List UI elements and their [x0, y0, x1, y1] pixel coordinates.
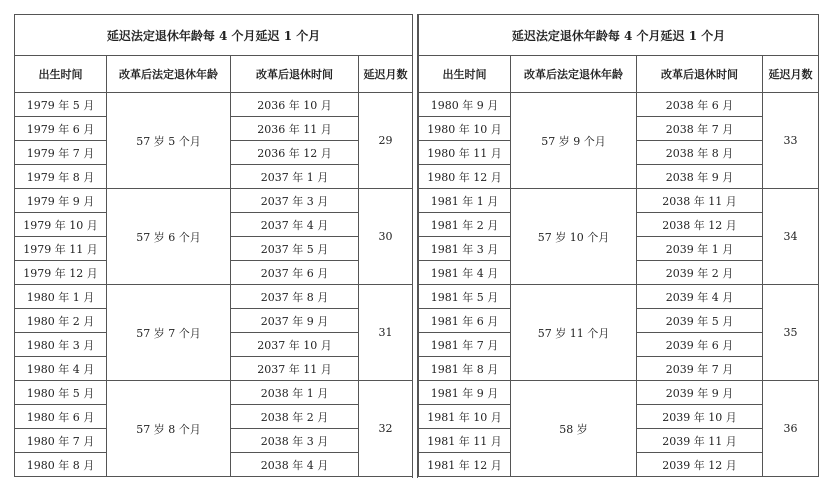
birth-cell: 1980 年 12 月: [419, 165, 511, 189]
header-retirement-time: 改革后退休时间: [231, 56, 359, 93]
retire-time-cell: 2038 年 8 月: [637, 141, 763, 165]
delay-months-cell: 30: [359, 189, 413, 285]
retirement-tables: [14, 14, 818, 478]
delay-months-cell: 33: [763, 93, 819, 189]
header-retirement-age: 改革后法定退休年龄: [107, 56, 231, 93]
table-title: 延迟法定退休年龄每 4 个月延迟 1 个月: [15, 15, 413, 56]
retire-time-cell: 2037 年 5 月: [231, 237, 359, 261]
birth-cell: 1980 年 3 月: [15, 333, 107, 357]
birth-cell: 1979 年 11 月: [15, 237, 107, 261]
retire-time-cell: 2039 年 5 月: [637, 309, 763, 333]
delay-months-cell: 36: [763, 381, 819, 477]
retire-time-cell: 2039 年 6 月: [637, 333, 763, 357]
birth-cell: 1979 年 10 月: [15, 213, 107, 237]
retirement-age-cell: 57 岁 6 个月: [107, 189, 231, 285]
table-row: [15, 93, 413, 117]
birth-cell: 1979 年 7 月: [15, 141, 107, 165]
birth-cell: 1980 年 4 月: [15, 357, 107, 381]
retire-time-cell: 2039 年 12 月: [637, 453, 763, 477]
delay-months-cell: 35: [763, 285, 819, 381]
birth-cell: 1981 年 2 月: [419, 213, 511, 237]
birth-cell: 1979 年 8 月: [15, 165, 107, 189]
birth-cell: 1981 年 7 月: [419, 333, 511, 357]
retire-time-cell: 2039 年 10 月: [637, 405, 763, 429]
table-row: [15, 381, 413, 405]
delay-months-cell: 31: [359, 285, 413, 381]
header-retirement-age: 改革后法定退休年龄: [511, 56, 637, 93]
birth-cell: 1981 年 5 月: [419, 285, 511, 309]
retire-time-cell: 2037 年 10 月: [231, 333, 359, 357]
delay-months-cell: 29: [359, 93, 413, 189]
retire-time-cell: 2038 年 1 月: [231, 381, 359, 405]
birth-cell: 1981 年 4 月: [419, 261, 511, 285]
birth-cell: 1980 年 6 月: [15, 405, 107, 429]
retire-time-cell: 2039 年 4 月: [637, 285, 763, 309]
birth-cell: 1980 年 5 月: [15, 381, 107, 405]
retirement-age-cell: 57 岁 10 个月: [511, 189, 637, 285]
retire-time-cell: 2037 年 9 月: [231, 309, 359, 333]
birth-cell: 1981 年 10 月: [419, 405, 511, 429]
retire-time-cell: 2037 年 1 月: [231, 165, 359, 189]
birth-cell: 1979 年 12 月: [15, 261, 107, 285]
birth-cell: 1980 年 11 月: [419, 141, 511, 165]
retire-time-cell: 2038 年 3 月: [231, 429, 359, 453]
retire-time-cell: 2038 年 9 月: [637, 165, 763, 189]
retire-time-cell: 2038 年 11 月: [637, 189, 763, 213]
birth-cell: 1979 年 6 月: [15, 117, 107, 141]
table-row: [15, 189, 413, 213]
retire-time-cell: 2037 年 8 月: [231, 285, 359, 309]
table-row: [419, 381, 819, 405]
birth-cell: 1981 年 11 月: [419, 429, 511, 453]
retire-time-cell: 2037 年 3 月: [231, 189, 359, 213]
retire-time-cell: 2037 年 6 月: [231, 261, 359, 285]
retire-time-cell: 2037 年 4 月: [231, 213, 359, 237]
retire-time-cell: 2038 年 6 月: [637, 93, 763, 117]
delay-months-cell: 32: [359, 381, 413, 477]
birth-cell: 1980 年 10 月: [419, 117, 511, 141]
table-row: [419, 93, 819, 117]
retirement-age-cell: 57 岁 7 个月: [107, 285, 231, 381]
birth-cell: 1981 年 9 月: [419, 381, 511, 405]
header-retirement-time: 改革后退休时间: [637, 56, 763, 93]
table-row: [15, 285, 413, 309]
header-birth-time: 出生时间: [419, 56, 511, 93]
birth-cell: 1980 年 1 月: [15, 285, 107, 309]
retire-time-cell: 2039 年 11 月: [637, 429, 763, 453]
retirement-age-cell: 58 岁: [511, 381, 637, 477]
birth-cell: 1981 年 1 月: [419, 189, 511, 213]
delay-months-cell: 34: [763, 189, 819, 285]
birth-cell: 1979 年 9 月: [15, 189, 107, 213]
retire-time-cell: 2036 年 10 月: [231, 93, 359, 117]
birth-cell: 1980 年 7 月: [15, 429, 107, 453]
retire-time-cell: 2036 年 12 月: [231, 141, 359, 165]
birth-cell: 1981 年 3 月: [419, 237, 511, 261]
retire-time-cell: 2036 年 11 月: [231, 117, 359, 141]
retirement-age-cell: 57 岁 11 个月: [511, 285, 637, 381]
birth-cell: 1980 年 2 月: [15, 309, 107, 333]
retire-time-cell: 2038 年 12 月: [637, 213, 763, 237]
retire-time-cell: 2039 年 7 月: [637, 357, 763, 381]
birth-cell: 1981 年 8 月: [419, 357, 511, 381]
retire-time-cell: 2038 年 2 月: [231, 405, 359, 429]
retire-time-cell: 2039 年 1 月: [637, 237, 763, 261]
retirement-age-cell: 57 岁 9 个月: [511, 93, 637, 189]
header-delay-months: 延迟月数: [763, 56, 819, 93]
retire-time-cell: 2039 年 9 月: [637, 381, 763, 405]
birth-cell: 1980 年 8 月: [15, 453, 107, 477]
header-delay-months: 延迟月数: [359, 56, 413, 93]
birth-cell: 1981 年 6 月: [419, 309, 511, 333]
retire-time-cell: 2039 年 2 月: [637, 261, 763, 285]
retire-time-cell: 2037 年 11 月: [231, 357, 359, 381]
retirement-age-cell: 57 岁 5 个月: [107, 93, 231, 189]
retirement-age-cell: 57 岁 8 个月: [107, 381, 231, 477]
table-row: [419, 189, 819, 213]
table-row: [419, 285, 819, 309]
birth-cell: 1979 年 5 月: [15, 93, 107, 117]
birth-cell: 1980 年 9 月: [419, 93, 511, 117]
retirement-table-left: [14, 14, 413, 477]
header-birth-time: 出生时间: [15, 56, 107, 93]
retire-time-cell: 2038 年 7 月: [637, 117, 763, 141]
birth-cell: 1981 年 12 月: [419, 453, 511, 477]
table-title: 延迟法定退休年龄每 4 个月延迟 1 个月: [419, 15, 819, 56]
retire-time-cell: 2038 年 4 月: [231, 453, 359, 477]
retirement-table-right: [418, 14, 819, 477]
